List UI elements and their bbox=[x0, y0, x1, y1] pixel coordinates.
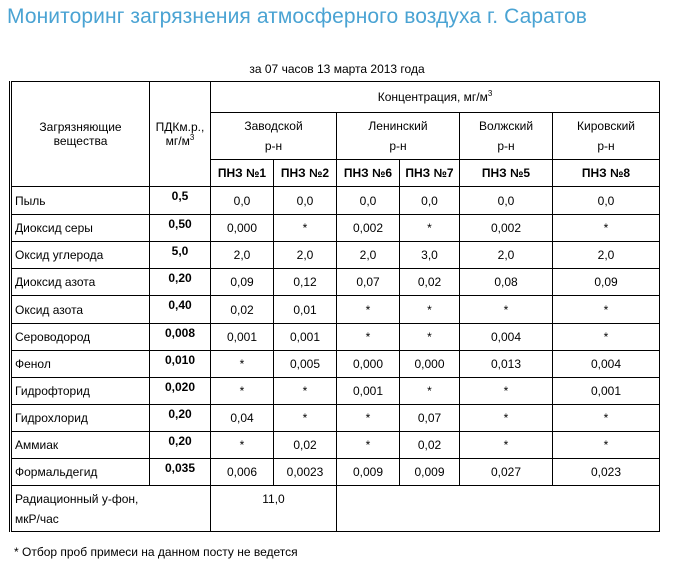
header-pdk: ПДКм.р., $мг/м^3$ bbox=[150, 82, 211, 187]
concentration-value: 0,0 bbox=[553, 187, 660, 215]
concentration-value: * bbox=[400, 296, 460, 324]
concentration-value: 0,04 bbox=[211, 405, 274, 432]
substance-name: Гидрохлорид bbox=[11, 405, 150, 432]
substance-name: Фенол bbox=[11, 351, 150, 378]
table-row bbox=[11, 324, 660, 351]
table-row bbox=[11, 269, 660, 296]
concentration-value: * bbox=[553, 215, 660, 242]
substance-name: Аммиак bbox=[11, 432, 150, 459]
substance-name: Гидрофторид bbox=[11, 378, 150, 405]
concentration-value: 0,013 bbox=[460, 351, 553, 378]
concentration-value: * bbox=[274, 215, 337, 242]
pdk-value: 0,010 bbox=[150, 351, 211, 378]
concentration-value: * bbox=[400, 215, 460, 242]
table-row bbox=[11, 405, 660, 432]
concentration-value: * bbox=[274, 378, 337, 405]
concentration-value: 0,0 bbox=[337, 187, 400, 215]
substance-name: Оксид углерода bbox=[11, 242, 150, 269]
concentration-value: 0,023 bbox=[553, 459, 660, 486]
concentration-value: * bbox=[460, 405, 553, 432]
concentration-value: 0,027 bbox=[460, 459, 553, 486]
concentration-value: * bbox=[460, 378, 553, 405]
substance-name: Пыль bbox=[11, 187, 150, 215]
concentration-value: 0,0 bbox=[274, 187, 337, 215]
district-volzhsky: Волжский р-н bbox=[460, 113, 553, 160]
concentration-value: 0,009 bbox=[337, 459, 400, 486]
concentration-value: 2,0 bbox=[274, 242, 337, 269]
concentration-value: 0,0 bbox=[460, 187, 553, 215]
concentration-value: 0,0 bbox=[211, 187, 274, 215]
concentration-value: * bbox=[211, 378, 274, 405]
concentration-value: * bbox=[553, 432, 660, 459]
concentration-value: 2,0 bbox=[211, 242, 274, 269]
concentration-value: * bbox=[553, 296, 660, 324]
substance-name: Оксид азота bbox=[11, 296, 150, 324]
concentration-value: * bbox=[553, 405, 660, 432]
concentration-value: * bbox=[337, 296, 400, 324]
district-leninsky: Ленинский р-н bbox=[337, 113, 460, 160]
concentration-value: 2,0 bbox=[460, 242, 553, 269]
concentration-value: 0,000 bbox=[400, 351, 460, 378]
concentration-value: * bbox=[400, 324, 460, 351]
radiation-empty bbox=[337, 486, 660, 532]
pdk-value: 0,020 bbox=[150, 378, 211, 405]
concentration-value: * bbox=[337, 405, 400, 432]
concentration-value: 0,01 bbox=[274, 296, 337, 324]
concentration-value: 0,07 bbox=[400, 405, 460, 432]
table-row bbox=[11, 351, 660, 378]
substance-name: Диоксид азота bbox=[11, 269, 150, 296]
header-concentration: Концентрация, $мг/м^3$ bbox=[211, 82, 660, 113]
table-row bbox=[11, 459, 660, 486]
substance-name: Сероводород bbox=[11, 324, 150, 351]
post-header: ПНЗ №5 bbox=[460, 160, 553, 187]
concentration-value: 0,0 bbox=[400, 187, 460, 215]
concentration-value: 0,009 bbox=[400, 459, 460, 486]
concentration-value: 0,005 bbox=[274, 351, 337, 378]
district-kirovsky: Кировский р-н bbox=[553, 113, 660, 160]
concentration-value: 0,004 bbox=[553, 351, 660, 378]
concentration-value: 0,000 bbox=[211, 215, 274, 242]
pdk-value: 0,5 bbox=[150, 187, 211, 215]
pdk-value: 0,20 bbox=[150, 432, 211, 459]
concentration-value: 2,0 bbox=[553, 242, 660, 269]
pollution-table bbox=[9, 81, 660, 532]
table-row bbox=[11, 242, 660, 269]
concentration-value: * bbox=[274, 405, 337, 432]
concentration-value: 0,002 bbox=[337, 215, 400, 242]
concentration-value: 0,12 bbox=[274, 269, 337, 296]
pdk-value: 0,40 bbox=[150, 296, 211, 324]
report-date: за 07 часов 13 марта 2013 года bbox=[249, 62, 425, 76]
concentration-value: * bbox=[553, 324, 660, 351]
concentration-value: 0,02 bbox=[400, 432, 460, 459]
concentration-value: 0,08 bbox=[460, 269, 553, 296]
pdk-value: 5,0 bbox=[150, 242, 211, 269]
post-header: ПНЗ №8 bbox=[553, 160, 660, 187]
concentration-value: 0,09 bbox=[211, 269, 274, 296]
concentration-value: 0,07 bbox=[337, 269, 400, 296]
header-substances: Загрязняющие вещества bbox=[11, 82, 150, 187]
concentration-value: * bbox=[400, 378, 460, 405]
concentration-value: 0,02 bbox=[400, 269, 460, 296]
concentration-value: 0,001 bbox=[337, 378, 400, 405]
data-rows bbox=[11, 187, 660, 486]
pdk-value: 0,20 bbox=[150, 405, 211, 432]
concentration-value: * bbox=[337, 432, 400, 459]
concentration-value: 0,001 bbox=[211, 324, 274, 351]
post-header: ПНЗ №2 bbox=[274, 160, 337, 187]
concentration-value: 0,02 bbox=[274, 432, 337, 459]
concentration-value: * bbox=[460, 296, 553, 324]
footnote: * Отбор проб примеси на данном посту не ведется bbox=[14, 545, 298, 559]
table-row bbox=[11, 432, 660, 459]
concentration-value: * bbox=[337, 324, 400, 351]
post-header: ПНЗ №1 bbox=[211, 160, 274, 187]
concentration-value: * bbox=[460, 432, 553, 459]
concentration-value: 0,001 bbox=[553, 378, 660, 405]
radiation-label-cell: Радиационный у-фон, мкР/час bbox=[11, 486, 211, 532]
concentration-value: * bbox=[211, 432, 274, 459]
pdk-value: 0,035 bbox=[150, 459, 211, 486]
substance-name: Диоксид серы bbox=[11, 215, 150, 242]
table-row bbox=[11, 378, 660, 405]
radiation-value: 11,0 bbox=[211, 486, 337, 532]
table-row bbox=[11, 296, 660, 324]
substance-name: Формальдегид bbox=[11, 459, 150, 486]
concentration-value: 3,0 bbox=[400, 242, 460, 269]
pdk-value: 0,50 bbox=[150, 215, 211, 242]
post-header: ПНЗ №7 bbox=[400, 160, 460, 187]
district-zavodskoy: Заводской р-н bbox=[211, 113, 337, 160]
concentration-value: 0,0023 bbox=[274, 459, 337, 486]
concentration-value: 2,0 bbox=[337, 242, 400, 269]
concentration-value: 0,002 bbox=[460, 215, 553, 242]
table-row bbox=[11, 215, 660, 242]
pdk-value: 0,008 bbox=[150, 324, 211, 351]
concentration-value: 0,006 bbox=[211, 459, 274, 486]
post-header: ПНЗ №6 bbox=[337, 160, 400, 187]
concentration-value: * bbox=[211, 351, 274, 378]
concentration-value: 0,000 bbox=[337, 351, 400, 378]
concentration-value: 0,004 bbox=[460, 324, 553, 351]
concentration-value: 0,09 bbox=[553, 269, 660, 296]
table-row bbox=[11, 187, 660, 215]
concentration-value: 0,001 bbox=[274, 324, 337, 351]
concentration-value: 0,02 bbox=[211, 296, 274, 324]
pdk-value: 0,20 bbox=[150, 269, 211, 296]
page-title: Мониторинг загрязнения атмосферного воздуха г. Саратов bbox=[7, 5, 588, 28]
